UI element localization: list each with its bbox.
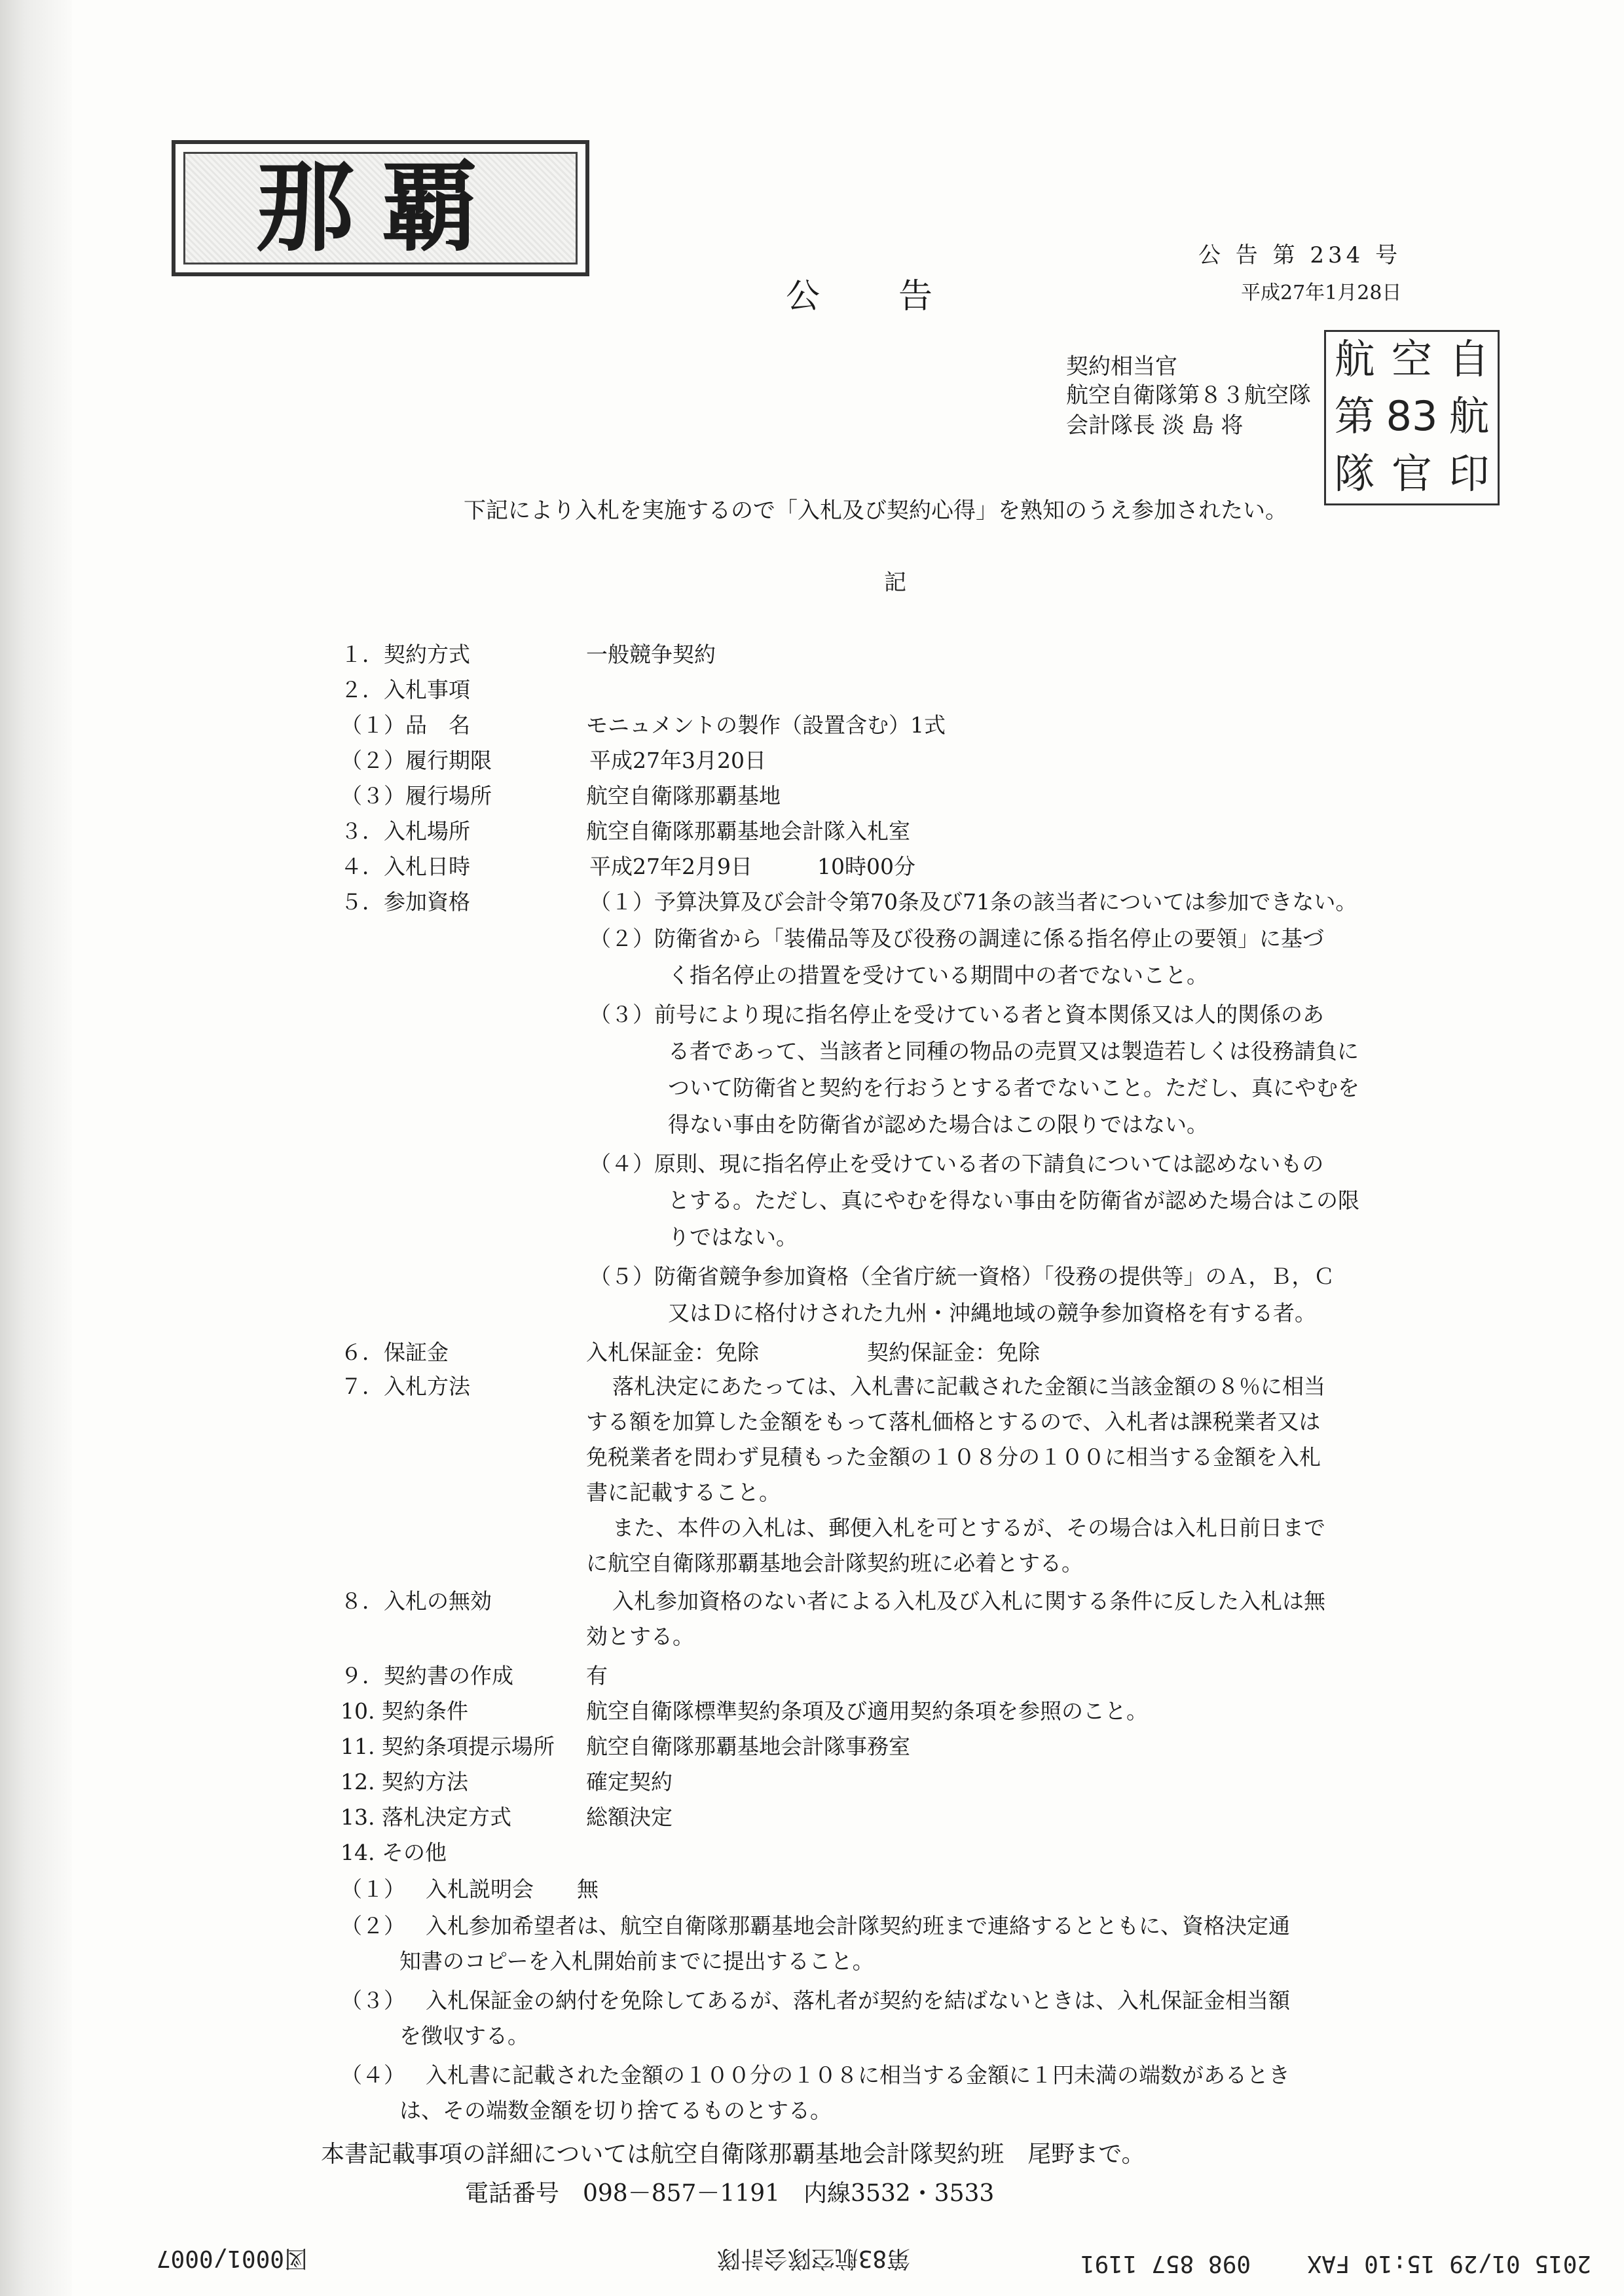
seal-char: 航 — [1334, 335, 1375, 383]
qualification-line: （２）防衛省から「装備品等及び役務の調達に係る指名停止の要領」に基づ — [589, 926, 1324, 951]
qualification-line: く指名停止の措置を受けている期間中の者でないこと。 — [668, 962, 1208, 988]
item-label: 10. 契約条件 — [341, 1698, 468, 1724]
notice-number: 公 告 第 234 号 — [1198, 242, 1402, 268]
seal-char: 印 — [1449, 449, 1490, 498]
qualification-line: （４）原則、現に指名停止を受けている者の下請負については認めないもの — [589, 1151, 1324, 1176]
item-value: 有 — [586, 1663, 608, 1688]
logo-text: 那覇 — [255, 151, 505, 265]
other-num: （４） — [341, 2062, 405, 2088]
seal-char: 隊 — [1334, 449, 1375, 498]
item-label: 12. 契約方法 — [341, 1769, 468, 1795]
item-value: 航空自衛隊那覇基地会計隊入札室 — [586, 818, 910, 844]
method-line: 書に記載すること。 — [586, 1480, 781, 1505]
fax-transmission-header — [85, 2247, 1591, 2277]
item-value: 航空自衛隊那覇基地 — [586, 783, 781, 809]
qualification-line: とする。ただし、真にやむを得ない事由を防衛省が認めた場合はこの限 — [668, 1188, 1359, 1213]
other-num: （３） — [341, 1988, 405, 2013]
other-num: （１） — [341, 1876, 405, 1902]
item-label: 11. 契約条項提示場所 — [341, 1734, 555, 1759]
fax-sender: 第83航空隊会計隊 — [716, 2245, 910, 2272]
qualification-line: 得ない事由を防衛省が認めた場合はこの限りではない。 — [668, 1112, 1208, 1137]
qualification-line: 又はＤに格付けされた九州・沖縄地域の競争参加資格を有する者。 — [668, 1300, 1316, 1326]
item-value: 航空自衛隊標準契約条項及び適用契約条項を参照のこと。 — [586, 1698, 1148, 1724]
other-text: は、その端数金額を切り捨てるものとする。 — [399, 2098, 832, 2123]
other-text: 入札保証金の納付を免除してあるが、落札者が契約を結ばないときは、入札保証金相当額 — [426, 1988, 1290, 2013]
page-title: 公告 — [786, 277, 1012, 316]
method-line: に航空自衛隊那覇基地会計隊契約班に必着とする。 — [586, 1550, 1083, 1576]
fax-datetime: 2015 01/29 15:10 FAX — [1307, 2250, 1591, 2277]
item-value: 平成27年3月20日 — [589, 748, 766, 773]
fax-number: 098 857 1191 — [1080, 2250, 1251, 2277]
item-label: １．契約方式 — [341, 642, 470, 667]
item-value: 平成27年2月9日 10時00分 — [589, 854, 915, 879]
other-num: （２） — [341, 1913, 405, 1939]
item-label: ９．契約書の作成 — [341, 1663, 513, 1688]
method-line: する額を加算した金額をもって落札価格とするので、入札者は課税業者又は — [586, 1409, 1321, 1434]
item-label: ３．入札場所 — [341, 818, 470, 844]
ki-heading: 記 — [884, 570, 906, 596]
other-text: 入札説明会 無 — [426, 1876, 599, 1902]
fax-page: 図0001/0007 — [156, 2245, 308, 2272]
item-value: 入札参加資格のない者による入札及び入札に関する条件に反した入札は無 — [612, 1588, 1325, 1614]
item-label: ５．参加資格 — [341, 889, 470, 915]
item-value: 総額決定 — [586, 1804, 673, 1830]
other-text: 入札参加希望者は、航空自衛隊那覇基地会計隊契約班まで連絡するとともに、資格決定通 — [426, 1913, 1290, 1939]
seal-char: 官 — [1391, 449, 1432, 498]
issuer-line-2: 航空自衛隊第８３航空隊 — [1066, 382, 1311, 409]
intro-text: 下記により入札を実施するので「入札及び契約心得」を熟知のうえ参加されたい。 — [464, 498, 1287, 524]
qualification-line: る者であって、当該者と同種の物品の売買又は製造若しくは役務請負に — [668, 1038, 1359, 1064]
item-value: 一般競争契約 — [586, 642, 716, 667]
other-text: 入札書に記載された金額の１００分の１０８に相当する金額に１円未満の端数があるとき — [426, 2062, 1290, 2088]
seal-char: 自 — [1449, 335, 1490, 383]
notice-date: 平成27年1月28日 — [1241, 282, 1402, 304]
qualification-line: ついて防衛省と契約を行おうとする者でないこと。ただし、真にやむを — [668, 1075, 1359, 1101]
item-label: ６．保証金 — [341, 1339, 449, 1365]
qualification-line: （３）前号により現に指名停止を受けている者と資本関係又は人的関係のあ — [589, 1002, 1324, 1027]
item-value: 効とする。 — [586, 1624, 694, 1649]
item-label: 13. 落札決定方式 — [341, 1804, 511, 1830]
seal-char: 航 — [1449, 392, 1490, 441]
item-label: ７．入札方法 — [341, 1374, 470, 1399]
item-label: ４．入札日時 — [341, 854, 470, 879]
seal-char: 83 — [1386, 392, 1438, 441]
issuer-line-1: 契約相当官 — [1066, 354, 1177, 380]
item-label: （２）履行期限 — [341, 748, 492, 773]
item-label: ２．入札事項 — [341, 677, 470, 702]
phone-number: 電話番号 098－857－1191 内線3532・3533 — [465, 2180, 995, 2207]
item-label: （１）品 名 — [341, 712, 470, 738]
seal-char: 第 — [1334, 392, 1375, 441]
contact-note: 本書記載事項の詳細については航空自衛隊那覇基地会計隊契約班 尾野まで。 — [321, 2141, 1145, 2168]
qualification-line: りではない。 — [668, 1224, 798, 1250]
item-label: ８．入札の無効 — [341, 1588, 492, 1614]
item-value: 航空自衛隊那覇基地会計隊事務室 — [586, 1734, 910, 1759]
method-line: また、本件の入札は、郵便入札を可とするが、その場合は入札日前日まで — [612, 1515, 1325, 1540]
item-value: 落札決定にあたっては、入札書に記載された金額に当該金額の８％に相当 — [612, 1374, 1325, 1399]
issuer-line-3: 会計隊長 淡 島 将 — [1066, 412, 1244, 439]
item-value: 入札保証金：免除 契約保証金：免除 — [586, 1339, 1040, 1365]
method-line: 免税業者を問わず見積もった金額の１０８分の１００に相当する金額を入札 — [586, 1444, 1321, 1470]
qualification-line: （５）防衛省競争参加資格（全省庁統一資格）「役務の提供等」のＡ，Ｂ，Ｃ — [589, 1264, 1335, 1289]
seal-char: 空 — [1391, 335, 1432, 383]
other-text: 知書のコピーを入札開始前までに提出すること。 — [399, 1948, 874, 1974]
scan-edge — [0, 0, 72, 2296]
other-text: を徴収する。 — [399, 2023, 529, 2049]
item-label: 14. その他 — [341, 1840, 447, 1865]
item-value: モニュメントの製作（設置含む）1式 — [586, 712, 946, 738]
item-value: 確定契約 — [586, 1769, 673, 1795]
item-label: （３）履行場所 — [341, 783, 492, 809]
naha-logo-stamp — [172, 140, 589, 276]
qualification-line: （１）予算決算及び会計令第70条及び71条の該当者については参加できない。 — [589, 889, 1357, 915]
official-seal — [1324, 330, 1500, 505]
